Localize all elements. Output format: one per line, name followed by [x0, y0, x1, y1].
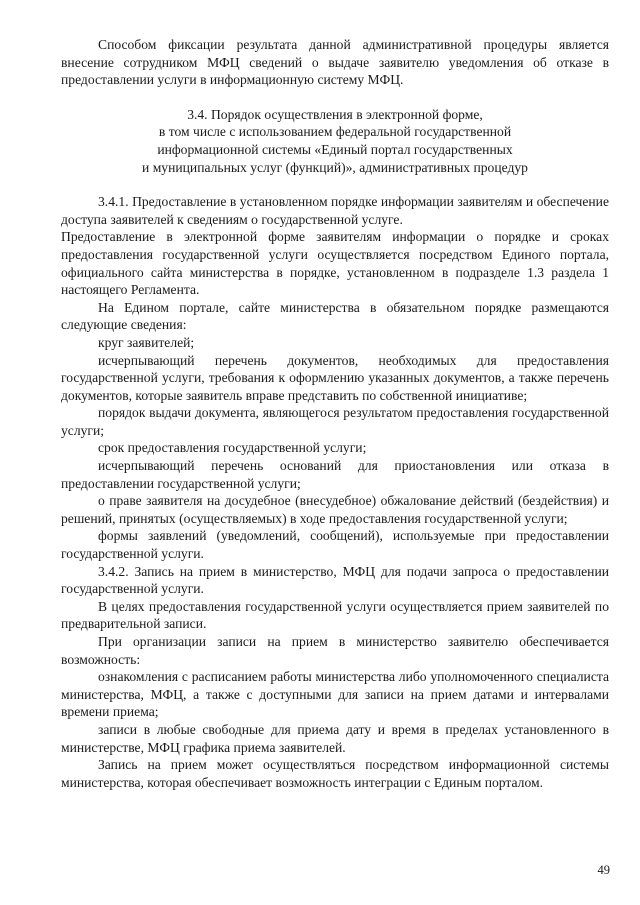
- document-page: [61, 36, 609, 791]
- list-item: исчерпывающий перечень документов, необходимых для предоставления государственной услуги, требования к оформлению указанных документов, а также перечень документов, которые заявитель вправе представить по собственной инициативе;: [61, 352, 609, 403]
- section-heading-line: 3.4. Порядок осуществления в электронной форме,: [187, 106, 483, 122]
- paragraph-3-4-1: 3.4.1. Предоставление в установленном порядке информации заявителям и обеспечение доступа заявителей к сведениям о государственной услуге.: [61, 194, 609, 227]
- paragraph: В целях предоставления государственной услуги осуществляется прием заявителей по предварительной записи.: [61, 598, 609, 632]
- paragraph: При организации записи на прием в министерство заявителю обеспечивается возможность:: [61, 634, 609, 667]
- page-number: 49: [597, 863, 610, 877]
- list-item: формы заявлений (уведомлений, сообщений), используемые при предоставлении государственной услуги.: [61, 528, 609, 562]
- intro-paragraph: Способом фиксации результата данной административной процедуры является внесение сотрудником МФЦ сведений о выдаче заявителю уведомления об отказе в предоставлении услуги в информационную систему МФЦ.: [61, 37, 609, 88]
- list-item: ознакомления с расписанием работы министерства либо уполномоченного специалиста министерства, МФЦ, а также с доступными для записи на прием датами и интервалами времени приема;: [61, 669, 609, 720]
- list-item: порядок выдачи документа, являющегося результатом предоставления государственной услуги;: [61, 405, 609, 438]
- section-heading-line: информационной системы «Единый портал государственных: [157, 141, 513, 157]
- list-item: записи в любые свободные для приема дату и время в пределах установленного в министерстве, МФЦ графика приема заявителей.: [61, 721, 609, 755]
- paragraph: Предоставление в электронной форме заявителям информации о порядке и сроках предоставления государственной услуги осуществляется посредством Единого портала, официального сайта министерства в порядке, установленном в подразделе 1.3 раздела 1 настоящего Регламента.: [61, 229, 609, 298]
- section-heading-line: и муниципальных услуг (функций)», административных процедур: [142, 159, 528, 175]
- list-item: о праве заявителя на досудебное (внесудебное) обжалование действий (бездействия) и решений, принятых (осуществляемых) в ходе предоставления государственной услуги;: [61, 493, 609, 526]
- paragraph: Запись на прием может осуществляться посредством информационной системы министерства, которая обеспечивает возможность интеграции с Единым порталом.: [61, 757, 609, 790]
- list-item: круг заявителей;: [98, 334, 195, 350]
- section-heading: [61, 106, 609, 176]
- section-heading-line: в том числе с использованием федеральной государственной: [158, 124, 512, 140]
- list-item: исчерпывающий перечень оснований для приостановления или отказа в предоставлении государственной услуги;: [61, 458, 609, 491]
- paragraph: На Едином портале, сайте министерства в обязательном порядке размещаются следующие сведения:: [61, 299, 609, 333]
- paragraph-3-4-2: 3.4.2. Запись на прием в министерство, МФЦ для подачи запроса о предоставлении государственной услуги.: [61, 563, 609, 597]
- list-item: срок предоставления государственной услуги;: [98, 440, 367, 456]
